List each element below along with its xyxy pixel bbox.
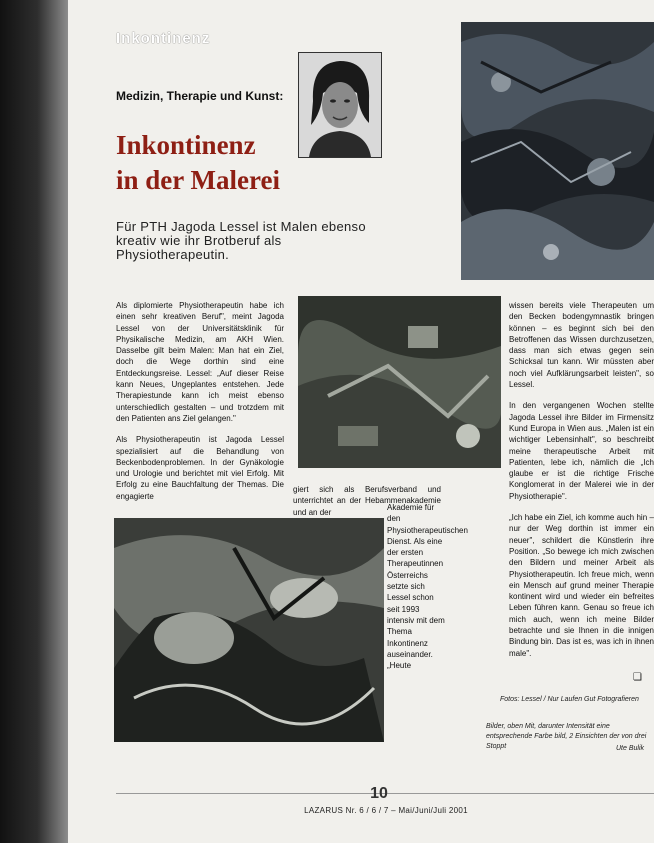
painting-large <box>114 518 384 742</box>
kicker: Medizin, Therapie und Kunst: <box>116 89 284 103</box>
binding-shadow <box>0 0 68 843</box>
lead-paragraph: Für PTH Jagoda Lessel ist Malen ebenso kreativ wie ihr Brotberuf als Physiotherapeutin. <box>116 219 366 262</box>
image-caption: Bilder, oben Mit, darunter Intensität eine entsprechende Farbe bild, 2 Einsichten der von drei Stoppt <box>486 723 647 750</box>
photo-credit: Fotos: Lessel / Nur Laufen Gut Fotografieren <box>500 696 639 703</box>
col3-paragraph-2: In den vergangenen Wochen stellte Jagoda Lessel ihre Bilder im Firmensitz Kund Europa in Wien aus. „Malen ist ein wichtiger Lebensinhalt", so beschreibt meine therapeutische Arbeit mit Patienten, lebe ich, nämlich die „Ich glaube er ist die richtige Frische Konglomerat in der Malerei wie in der Physiotherapie". <box>509 401 654 501</box>
text-column-narrow: Akademie für den Physiotherapeutischen Dienst. Als eine der ersten Therapeutinnen Österreichs setzte sich Lessel schon seit 1993 intensiv mit dem Thema Inkontinenz auseinander. „Heute <box>387 503 468 671</box>
painting-middle-artwork <box>298 296 501 468</box>
magazine-page <box>68 0 654 843</box>
section-tag: Inkontinenz <box>116 30 211 47</box>
author-portrait <box>298 52 382 158</box>
text-column-1 <box>116 300 284 512</box>
col1-paragraph-1: Als diplomierte Physiotherapeutin habe ich einen sehr kreativen Beruf", meint Jagoda Lessel von der Universitätsklinik für Physikalische Medizin, am AKH Wien. Dasselbe gilt beim Malen: Man hat ein Ziel, doch die Wege dorthin sind eine Entdeckungsreise. Lessel: „Auf dieser Reise kann Neues, Ungeplantes entstehen. Jede Therapiestunde kann ich meist ebenso unterschiedlich gestalten – und trotzdem mit den Patienten ans Ziel gelangen." <box>116 301 284 423</box>
col1-paragraph-2: Als Physiotherapeutin ist Jagoda Lessel spezialisiert auf die Behandlung von Beckenbodenproblemen. In der Gynäkologie und Urologie und berichtet mit viel Erfolg. Mit Erfolg zu eine Bauchfaltung der Themas. Die engagierte <box>116 435 284 501</box>
text-column-middle: giert sich als Berufsverband und unterrichtet an der Hebammenakademie und an der <box>293 485 441 517</box>
painting-middle <box>298 296 501 468</box>
painting-top-artwork <box>461 22 654 280</box>
footer-line: LAZARUS Nr. 6 / 6 / 7 – Mai/Juni/Juli 2001 <box>304 806 468 815</box>
col3-paragraph-3: „Ich habe ein Ziel, ich komme auch hin – nur der Weg dorthin ist immer ein neuer", schildert die Künstlerin ihre Position. „So bewege ich mich zwischen den Bildern und meiner Arbeit als Physiotherapeutin. Ich freue mich, wenn ein Mensch auf grund meiner Therapie kontinent wird und wieder ein befreites Leben führen kann. Genau so freue ich mich auch, wenn ich meine Bilder betrachte und sie Ihnen in die innigen Bindung bin. Das ist es, was ich in ihnen male". <box>509 513 654 658</box>
caption-author: Ute Bulik <box>616 745 645 752</box>
painting-large-artwork <box>114 518 384 742</box>
portrait-illustration <box>299 53 381 157</box>
headline-line-2: in der Malerei <box>116 165 280 195</box>
headline-line-1: Inkontinenz <box>116 130 256 160</box>
end-mark-icon: ❏ <box>633 672 642 683</box>
painting-top <box>461 22 654 280</box>
page-number: 10 <box>370 785 388 802</box>
col3-paragraph-1: wissen bereits viele Therapeuten um den Becken bodengymnastik bringen können – es beginnt sich bei den Betroffenen das Wissen durchzusetzen, dass man sich etwas gegen sein Schicksal tun kann. Wir müssten aber noch viel Aufklärungsarbeit leisten", so Lessel. <box>509 301 654 390</box>
text-column-3 <box>509 300 654 669</box>
